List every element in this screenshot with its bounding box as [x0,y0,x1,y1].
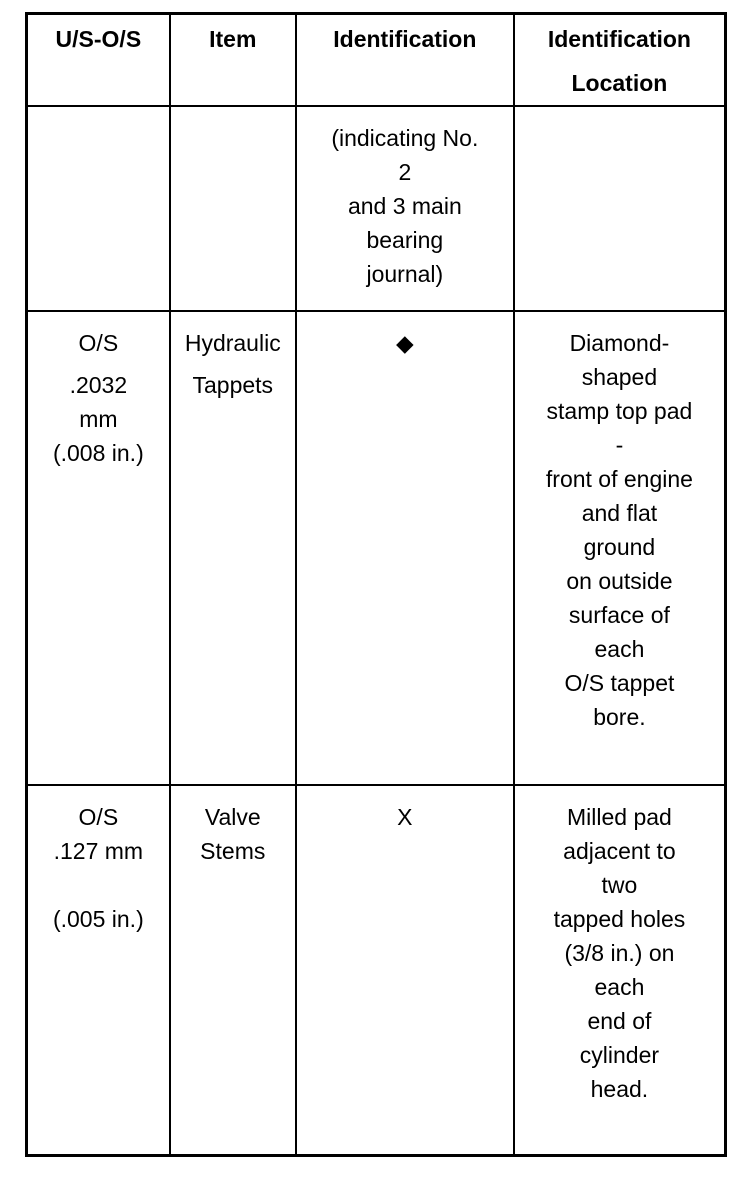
header-us-os: U/S-O/S [27,14,170,107]
text-line: - [615,432,624,458]
text-line: and 3 main [347,193,462,219]
text-line: bearing [366,227,444,253]
text-line: mm [79,406,118,432]
text-line: Diamond- [569,330,670,356]
text-line: O/S [78,804,119,830]
text-line: each [594,974,645,1000]
cell-item [170,785,296,1155]
text-line: journal) [366,261,444,287]
text-line: ground [583,534,656,560]
text-line: .127 mm [53,838,144,864]
header-identification-location: Identification Location [514,14,726,107]
cell-identification [296,785,514,1155]
text-line: (.005 in.) [52,906,144,932]
text-line: tapped holes [553,906,686,932]
text-line: 2 [398,159,412,185]
cell-location [514,785,726,1155]
header-identification: Identification [296,14,514,107]
text-line: O/S [78,330,119,356]
text-line: shaped [581,364,658,390]
cell-identification [296,311,514,785]
header-row [27,14,726,107]
text-line: head. [590,1076,649,1102]
text-line: front of engine [545,466,693,492]
text-line: (3/8 in.) on [564,940,675,966]
text-line: .2032 [69,372,128,398]
x-mark: X [397,804,413,830]
cell-identification [296,106,514,311]
text-line: (indicating No. [331,125,479,151]
cell-us-os [27,785,170,1155]
header-item: Item [170,14,296,107]
text-line: end of [587,1008,652,1034]
text-line: (.008 in.) [52,440,144,466]
text-line: Milled pad [567,804,672,830]
diamond-icon: ◆ [395,330,414,356]
text-line: adjacent to [563,838,676,864]
text-line: O/S tappet [564,670,675,696]
table-row [27,106,726,311]
text-line: each [594,636,645,662]
table-row [27,785,726,1155]
cell-location [514,311,726,785]
text-line: Tappets [192,372,274,398]
table-row [27,311,726,785]
text-line: Hydraulic [184,330,281,356]
text-line: on outside [566,568,673,594]
cell-item [170,106,296,311]
cell-location [514,106,726,311]
cell-us-os [27,106,170,311]
text-line: and flat [581,500,658,526]
text-line: cylinder [579,1042,660,1068]
text-line: Valve [204,804,261,830]
text-line: two [601,872,638,898]
cell-item [170,311,296,785]
text-line: stamp top pad [546,398,693,424]
text-line: bore. [593,704,646,730]
spec-table [25,12,727,1157]
text-line: surface of [568,602,670,628]
text-line: Stems [200,838,266,864]
cell-us-os [27,311,170,785]
